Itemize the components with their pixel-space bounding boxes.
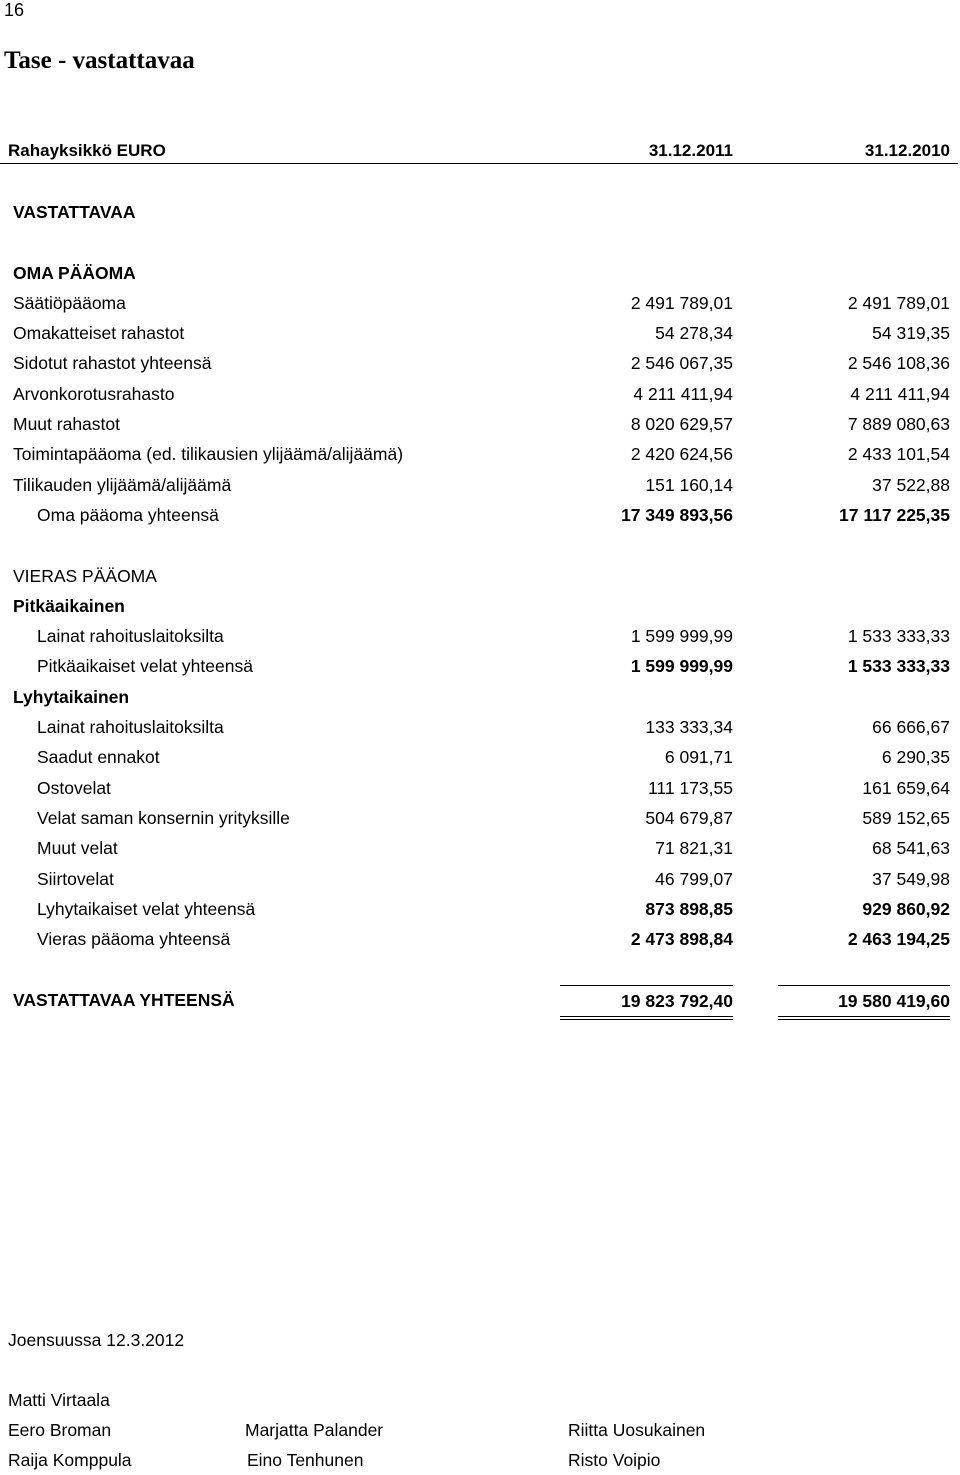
subtotal-row [0, 924, 960, 954]
value-2010: 7 889 080,63 [847, 414, 950, 435]
row-label: Velat saman konsernin yrityksille [37, 807, 290, 828]
table-row [0, 712, 960, 742]
column-header-2011: 31.12.2011 [648, 141, 733, 160]
row-label: VIERAS PÄÄOMA [13, 565, 157, 586]
table-row [0, 833, 960, 863]
signatory-name: Riitta Uosukainen [568, 1420, 706, 1440]
value-2010: 17 117 225,35 [839, 504, 950, 525]
table-row [0, 409, 960, 439]
value-2010: 2 546 108,36 [847, 353, 950, 374]
value-2011: 111 173,55 [648, 777, 733, 798]
value-2011: 133 333,34 [645, 717, 733, 738]
subtotal-row [0, 651, 960, 681]
place-date: Joensuussa 12.3.2012 [8, 1330, 185, 1350]
section-heading-vastattavaa [0, 197, 960, 227]
value-2010: 929 860,92 [862, 898, 950, 919]
row-label: Sidotut rahastot yhteensä [13, 353, 212, 374]
value-2011: 17 349 893,56 [621, 504, 733, 525]
balance-sheet-table [0, 197, 960, 1015]
subtotal-row [0, 894, 960, 924]
row-label: Toimintapääoma (ed. tilikausien ylijäämä/alijäämä) [13, 444, 404, 465]
value-2011: 46 799,07 [655, 868, 733, 889]
row-label: Omakatteiset rahastot [13, 323, 185, 344]
value-2011: 8 020 629,57 [630, 414, 733, 435]
value-2010: 68 541,63 [872, 838, 950, 859]
page-number: 16 [4, 0, 25, 20]
value-2010: 37 549,98 [872, 868, 950, 889]
row-label: Arvonkorotusrahasto [13, 383, 175, 404]
row-label: Lainat rahoituslaitoksilta [37, 717, 224, 738]
subsection-heading-pitkaaikainen [0, 591, 960, 621]
row-label: Muut rahastot [13, 414, 120, 435]
table-row [0, 470, 960, 500]
row-label: OMA PÄÄOMA [13, 262, 136, 283]
value-2010: 54 319,35 [872, 323, 950, 344]
value-2010: 6 290,35 [881, 747, 950, 768]
row-label: Oma pääoma yhteensä [37, 504, 219, 525]
table-row [0, 288, 960, 318]
value-2010: 2 433 101,54 [847, 444, 950, 465]
column-header-2010: 31.12.2010 [864, 141, 950, 160]
signatory-name: Raija Komppula [8, 1450, 132, 1470]
value-2011: 151 160,14 [645, 474, 733, 495]
table-row [0, 773, 960, 803]
row-label: Muut velat [37, 838, 118, 859]
value-2010: 66 666,67 [872, 717, 950, 738]
table-row [0, 348, 960, 378]
signatory-name: Marjatta Palander [245, 1420, 384, 1440]
signatory-name: Eero Broman [8, 1420, 112, 1440]
row-label: VASTATTAVAA [13, 202, 136, 222]
row-label: Siirtovelat [37, 868, 114, 889]
value-2011: 2 546 067,35 [630, 353, 733, 374]
value-2011: 1 599 999,99 [630, 656, 733, 677]
value-2011: 19 823 792,40 [560, 985, 733, 1020]
page-title: Tase - vastattavaa [4, 47, 195, 74]
row-label: Lainat rahoituslaitoksilta [37, 626, 224, 647]
value-2010: 2 463 194,25 [847, 929, 950, 950]
value-2011: 2 473 898,84 [630, 929, 733, 950]
value-2011: 504 679,87 [645, 807, 733, 828]
table-row [0, 803, 960, 833]
section-heading-vieras-paaoma [0, 561, 960, 591]
table-row [0, 864, 960, 894]
row-label: Vieras pääoma yhteensä [37, 929, 231, 950]
value-2011: 2 420 624,56 [630, 444, 733, 465]
row-label: Tilikauden ylijäämä/alijäämä [13, 474, 232, 495]
value-2010: 1 533 333,33 [847, 656, 950, 677]
spacer-row [0, 954, 960, 984]
unit-label: Rahayksikkö EURO [8, 141, 166, 160]
value-2010: 37 522,88 [872, 474, 950, 495]
row-label: VASTATTAVAA YHTEENSÄ [13, 989, 235, 1010]
table-row [0, 742, 960, 772]
subtotal-row [0, 500, 960, 530]
value-2011: 2 491 789,01 [630, 292, 733, 313]
value-2011: 6 091,71 [664, 747, 733, 768]
value-2010: 161 659,64 [862, 777, 950, 798]
subsection-heading-lyhytaikainen [0, 682, 960, 712]
row-label: Lyhytaikaiset velat yhteensä [37, 898, 256, 919]
spacer-row [0, 530, 960, 560]
row-label: Pitkäaikainen [13, 595, 125, 616]
value-2010: 589 152,65 [862, 807, 950, 828]
row-label: Ostovelat [37, 777, 111, 798]
signatory-name: Eino Tenhunen [247, 1450, 364, 1470]
grand-total-row [0, 985, 960, 1015]
row-label: Säätiöpääoma [13, 292, 126, 313]
value-2010: 4 211 411,94 [850, 383, 950, 404]
table-row [0, 379, 960, 409]
spacer-row [0, 227, 960, 257]
table-row [0, 318, 960, 348]
section-heading-oma-paaoma [0, 258, 960, 288]
value-2011: 54 278,34 [655, 323, 733, 344]
row-label: Lyhytaikainen [13, 686, 130, 707]
value-2010: 1 533 333,33 [847, 626, 950, 647]
signatory-name: Matti Virtaala [8, 1390, 110, 1410]
table-header [0, 138, 958, 164]
value-2011: 4 211 411,94 [633, 383, 733, 404]
row-label: Pitkäaikaiset velat yhteensä [37, 656, 253, 677]
value-2011: 1 599 999,99 [630, 626, 733, 647]
table-row [0, 439, 960, 469]
value-2011: 71 821,31 [655, 838, 733, 859]
value-2010: 2 491 789,01 [847, 292, 950, 313]
row-label: Saadut ennakot [37, 747, 160, 768]
table-row [0, 621, 960, 651]
value-2010: 19 580 419,60 [778, 985, 950, 1020]
signatory-name: Risto Voipio [568, 1450, 661, 1470]
value-2011: 873 898,85 [645, 898, 733, 919]
